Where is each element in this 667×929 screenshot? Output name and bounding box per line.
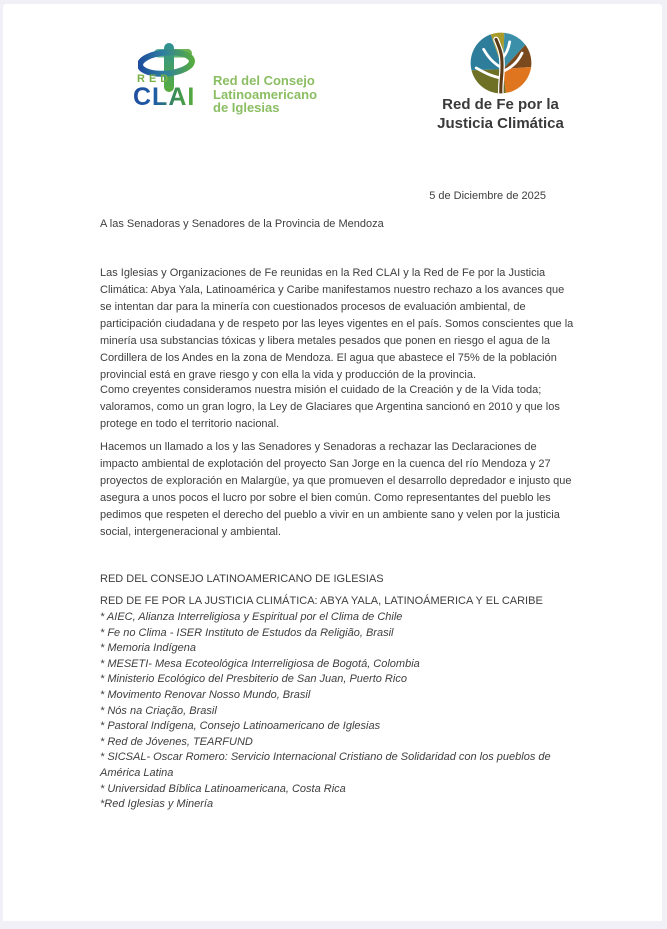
org-heading-red-de-fe: RED DE FE POR LA JUSTICIA CLIMÁTICA: ABYA YALA, LATINOÁMERICA Y EL CARIBE [100, 595, 543, 607]
clai-wordmark: CLAI [133, 83, 196, 111]
signatory-item: * Nós na Criação, Brasil [100, 704, 217, 717]
clai-tagline [213, 74, 317, 115]
clai-tagline-line: Red del Consejo [213, 73, 315, 88]
faith-climate-logo [423, 32, 578, 133]
faith-climate-name-line: Red de Fe por la [442, 96, 559, 113]
signatory-item: * AIEC, Alianza Interreligiosa y Espiritual por el Clima de Chile [100, 611, 403, 623]
signatory-item: * Ministerio Ecológico del Presbiterio de San Juan, Puerto Rico [100, 673, 407, 686]
signatory-item: * MESETI- Mesa Ecoteológica Interreligiosa de Bogotá, Colombia [100, 657, 420, 670]
clai-tagline-line: Latinoamericano [213, 86, 318, 102]
letter-page [3, 4, 662, 921]
faith-climate-name [423, 96, 578, 133]
signatory-item: * Pastoral Indígena, Consejo Latinoamericano de Iglesias [100, 720, 381, 733]
letter-date: 5 de Diciembre de 2025 [429, 190, 546, 202]
tree-circle-icon [469, 32, 533, 94]
recipient-line: A las Senadoras y Senadores de la Provincia de Mendoza [100, 218, 384, 230]
signatory-item: * Fe no Clima - ISER Instituto de Estudos da Religião, Brasil [100, 626, 394, 639]
signatory-item: * Universidad Bíblica Latinoamericana, Costa Rica [100, 782, 346, 795]
clai-red-label: RED [137, 73, 173, 85]
signatories-list [100, 610, 582, 813]
signatory-item: * Movimento Renovar Nosso Mundo, Brasil [100, 688, 311, 701]
signatory-item: * SICSAL- Oscar Romero: Servicio Internacional Cristiano de Solidaridad con los pueblos de América Latina [100, 751, 551, 779]
signatory-item: * Memoria Indígena [100, 642, 196, 655]
org-heading-clai: RED DEL CONSEJO LATINOAMERICANO DE IGLESIAS [100, 573, 384, 585]
clai-tagline-line: de Iglesias [213, 100, 280, 115]
clai-logo [133, 42, 363, 120]
letter-paragraph: Como creyentes consideramos nuestra misión el cuidado de la Creación y de la Vida toda; valoramos, como un gran logro, la Ley de Glaciares que Argentina sancionó en 2010 y que los protege en todo el territorio nacional. [100, 384, 560, 430]
faith-climate-name-line: Justicia Climática [437, 114, 564, 132]
letter-paragraph: Hacemos un llamado a los y las Senadores y Senadoras a rechazar las Declaraciones de impacto ambiental de explotación del proyecto San Jorge en la cuenca del río Mendoza y 27 proyectos de exploración en Malargüe, ya que promueven el desarrollo depredador e injusto que asegura a unos pocos el lucro por sobre el bien común. Como representantes del pueblo les pedimos que respeten el derecho del pueblo a vivir en un ambiente sano y velen por la justicia social, intergeneracional y ambiental. [100, 441, 572, 538]
letter-paragraph: Las Iglesias y Organizaciones de Fe reunidas en la Red CLAI y la Red de Fe por la Justicia Climática: Abya Yala, Latinoamérica y Caribe manifestamos nuestro rechazo a los avances que se intentan dar para la minería con cuestionados procesos de evaluación ambiental, de participación ciudadana y de respeto por las leyes vigentes en el país. Somos conscientes que la minería usa substancias tóxicas y libera metales pesados que ponen en riesgo el agua de la Cordillera de los Andes en la zona de Mendoza. El agua que abastece el 75% de la población provincial está en grave riesgo y con ella la vida y producción de la provincia. [100, 267, 574, 381]
signatory-item: *Red Iglesias y Minería [100, 798, 214, 811]
signatory-item: * Red de Jóvenes, TEARFUND [100, 735, 253, 748]
